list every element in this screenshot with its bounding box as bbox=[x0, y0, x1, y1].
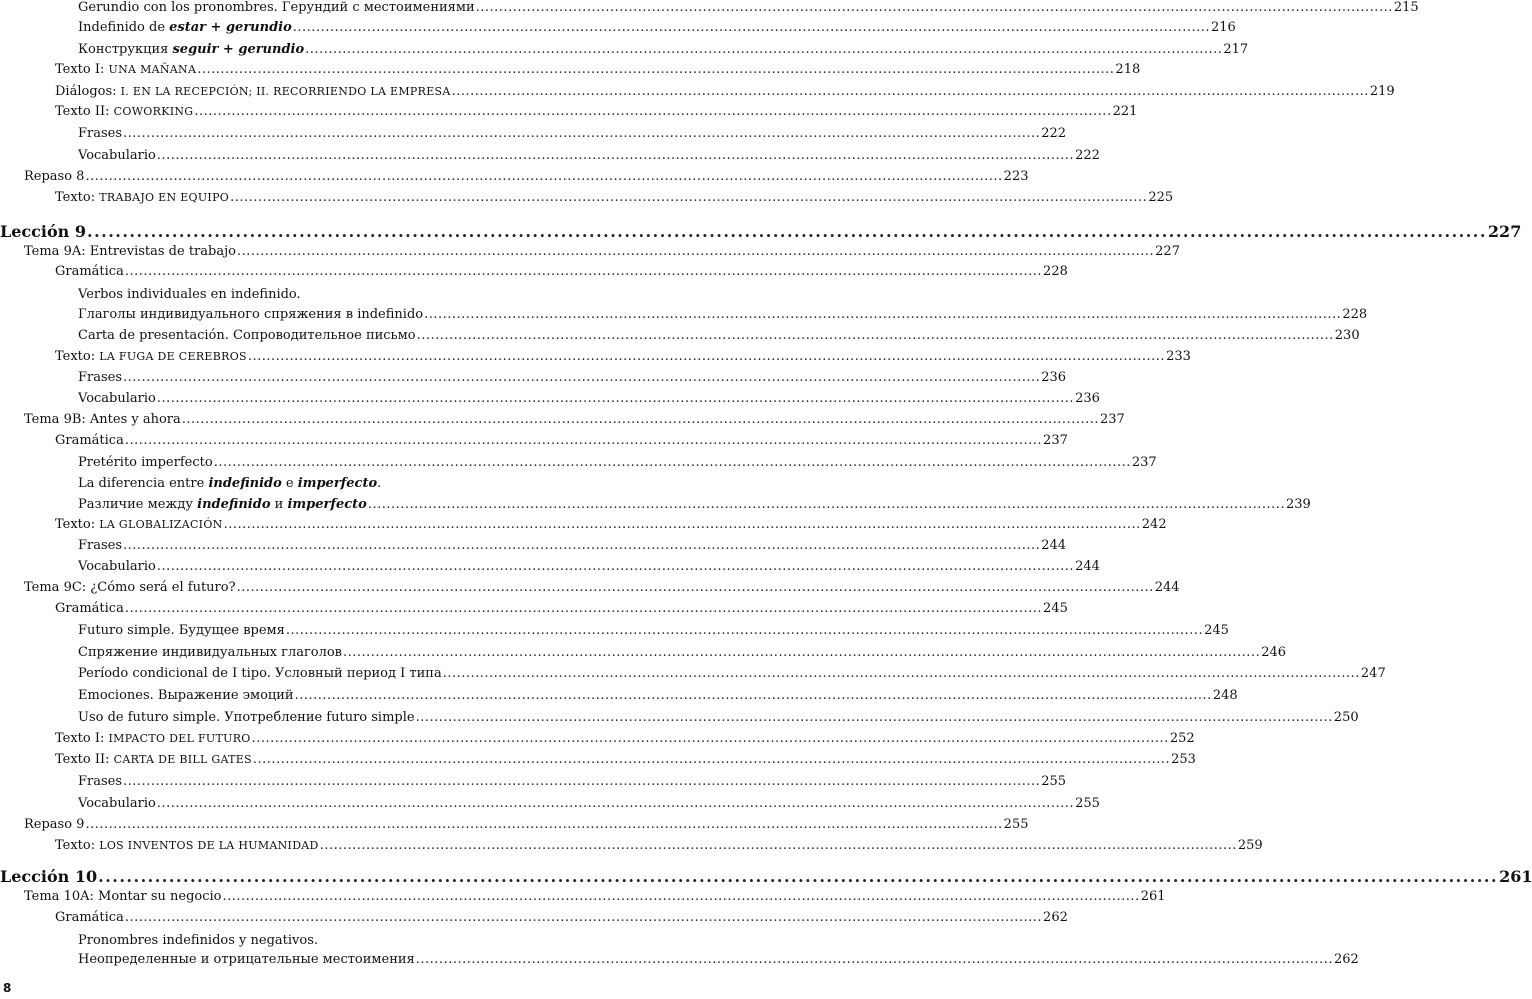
entry-label: Texto I: bbox=[55, 731, 109, 746]
toc-entry[interactable] bbox=[0, 455, 1157, 470]
entry-text: Различие между bbox=[78, 497, 198, 512]
toc-entry[interactable] bbox=[0, 20, 1236, 35]
toc-page-number: 261 bbox=[1140, 889, 1166, 904]
toc-entry-title: Tema 9A: Entrevistas de trabajo bbox=[24, 244, 236, 259]
entry-text: Indefinido de bbox=[78, 20, 170, 35]
toc-entry-title: Неопределенные и отрицательные местоимения bbox=[78, 952, 415, 967]
dot-leader bbox=[230, 190, 1147, 205]
dot-leader bbox=[237, 244, 1154, 259]
page-number: 8 bbox=[3, 981, 12, 995]
toc-entry-title: Frases bbox=[78, 538, 123, 553]
toc-page-number: 261 bbox=[1499, 867, 1532, 886]
toc-entry-title bbox=[55, 104, 193, 119]
toc-entry-title: Verbos individuales en indefinido. bbox=[78, 287, 301, 302]
toc-page-number: 236 bbox=[1041, 370, 1067, 385]
toc-entry[interactable] bbox=[0, 328, 1360, 343]
toc-entry[interactable] bbox=[0, 433, 1068, 448]
toc-entry[interactable] bbox=[0, 889, 1166, 904]
toc-entry[interactable] bbox=[0, 307, 1368, 322]
dot-leader bbox=[125, 910, 1042, 925]
toc-page-number: 237 bbox=[1043, 433, 1068, 448]
toc-entry[interactable] bbox=[0, 264, 1068, 279]
dot-leader bbox=[424, 307, 1341, 322]
toc-entry-title: Vocabulario bbox=[78, 796, 156, 811]
toc-entry-title: Pronombres indefinidos y negativos. bbox=[78, 933, 319, 948]
toc-entry[interactable] bbox=[0, 538, 1067, 553]
toc-page-number: 255 bbox=[1041, 774, 1067, 789]
entry-small-caps-title: I. EN LA RECEPCIÓN; II. RECORRIENDO LA EMPRESA bbox=[120, 85, 451, 98]
toc-entry-title: Gramática bbox=[55, 264, 124, 279]
toc-page-number: 228 bbox=[1043, 264, 1068, 279]
dot-leader bbox=[252, 731, 1169, 746]
toc-entry-title: Глаголы индивидуального спряжения в indefinido bbox=[78, 307, 424, 322]
toc-entry[interactable] bbox=[0, 391, 1100, 406]
toc-entry[interactable] bbox=[0, 601, 1068, 616]
entry-small-caps-title: LA GLOBALIZACIÓN bbox=[99, 518, 223, 531]
entry-small-caps-title: LA FUGA DE CEREBROS bbox=[99, 350, 247, 363]
toc-entry-title bbox=[55, 731, 251, 746]
toc-page-number: 215 bbox=[1393, 0, 1419, 15]
toc-page-number: 245 bbox=[1043, 601, 1068, 616]
toc-page-number: 218 bbox=[1115, 62, 1141, 77]
emphasized-term: indefinido bbox=[208, 476, 282, 491]
toc-page-number: 248 bbox=[1212, 688, 1238, 703]
dot-leader bbox=[286, 623, 1203, 638]
toc-entry-title: Gramática bbox=[55, 601, 124, 616]
toc-entry-title bbox=[55, 838, 319, 853]
dot-leader bbox=[248, 349, 1165, 364]
dot-leader bbox=[125, 601, 1042, 616]
toc-entry[interactable] bbox=[0, 412, 1125, 427]
toc-entry-title: Gramática bbox=[55, 910, 124, 925]
toc-page-number: 239 bbox=[1286, 497, 1311, 512]
toc-entry-title bbox=[55, 62, 196, 77]
entry-small-caps-title: IMPACTO DEL FUTURO bbox=[108, 732, 251, 745]
toc-page-number: 222 bbox=[1041, 126, 1067, 141]
toc-entry[interactable] bbox=[0, 0, 1419, 15]
toc-entry[interactable] bbox=[0, 666, 1386, 681]
toc-entry[interactable] bbox=[0, 952, 1359, 967]
entry-label: Texto I: bbox=[55, 62, 109, 77]
toc-page-number: 216 bbox=[1210, 20, 1236, 35]
dot-leader bbox=[417, 328, 1334, 343]
toc-page-number: 217 bbox=[1223, 42, 1249, 57]
dot-leader bbox=[157, 391, 1074, 406]
toc-entry-title: Tema 9C: ¿Cómo será el futuro? bbox=[24, 580, 236, 595]
dot-leader bbox=[123, 538, 1040, 553]
toc-page-number: 259 bbox=[1237, 838, 1263, 853]
dot-leader bbox=[368, 497, 1285, 512]
toc-entry[interactable] bbox=[0, 752, 1196, 767]
toc-entry[interactable] bbox=[0, 688, 1238, 703]
toc-page-number: 244 bbox=[1154, 580, 1180, 595]
dot-leader bbox=[123, 370, 1040, 385]
toc-entry-title bbox=[55, 349, 247, 364]
toc-entry[interactable] bbox=[0, 349, 1191, 364]
toc-lesson-heading[interactable] bbox=[0, 867, 1532, 886]
toc-page-number: 244 bbox=[1075, 559, 1100, 574]
toc-entry[interactable] bbox=[0, 580, 1180, 595]
toc-entry-title: Спряжение индивидуальных глаголов bbox=[78, 645, 342, 660]
toc-entry-title bbox=[55, 190, 229, 205]
entry-text: . bbox=[377, 476, 382, 491]
toc-page-number: 262 bbox=[1333, 952, 1359, 967]
entry-label: Diálogos: bbox=[55, 84, 121, 99]
dot-leader bbox=[182, 412, 1099, 427]
emphasized-term: imperfecto bbox=[287, 497, 367, 512]
dot-leader bbox=[224, 517, 1141, 532]
toc-entry[interactable] bbox=[0, 838, 1263, 853]
toc-entry[interactable] bbox=[0, 910, 1068, 925]
toc-page-number: 262 bbox=[1043, 910, 1068, 925]
toc-entry-title: Repaso 8 bbox=[24, 169, 85, 184]
toc-entry[interactable] bbox=[0, 817, 1029, 832]
toc-entry[interactable] bbox=[0, 517, 1167, 532]
emphasized-term: seguir + gerundio bbox=[172, 42, 305, 57]
toc-entry[interactable] bbox=[0, 126, 1067, 141]
dot-leader bbox=[476, 0, 1393, 15]
dot-leader bbox=[295, 688, 1212, 703]
entry-text: и bbox=[270, 497, 288, 512]
toc-entry-title bbox=[78, 476, 381, 491]
toc-page-number: 223 bbox=[1003, 169, 1029, 184]
entry-label: Texto: bbox=[55, 190, 100, 205]
toc-page-number: 221 bbox=[1112, 104, 1138, 119]
dot-leader bbox=[237, 580, 1154, 595]
dot-leader bbox=[443, 666, 1360, 681]
toc-entry[interactable] bbox=[0, 104, 1138, 119]
toc-page-number: 237 bbox=[1099, 412, 1125, 427]
toc-entry[interactable] bbox=[0, 287, 587, 302]
toc-entry-title: Frases bbox=[78, 126, 123, 141]
toc-entry-title bbox=[55, 517, 223, 532]
toc-entry[interactable] bbox=[0, 476, 587, 491]
entry-small-caps-title: UNA MAÑANA bbox=[108, 63, 197, 76]
toc-entry-title bbox=[55, 752, 252, 767]
toc-entry-title: Lección 10 bbox=[0, 867, 98, 886]
dot-leader bbox=[293, 20, 1210, 35]
toc-entry-title: Vocabulario bbox=[78, 559, 156, 574]
toc-page-number: 227 bbox=[1155, 244, 1180, 259]
toc-entry[interactable] bbox=[0, 796, 1100, 811]
toc-entry[interactable] bbox=[0, 42, 1249, 57]
dot-leader bbox=[194, 104, 1111, 119]
toc-entry[interactable] bbox=[0, 169, 1029, 184]
dot-leader bbox=[320, 838, 1237, 853]
toc-entry-title: Gerundio con los pronombres. Герундий с местоимениями bbox=[78, 0, 475, 15]
toc-entry-title bbox=[78, 20, 292, 35]
dot-leader bbox=[98, 867, 1498, 886]
dot-leader bbox=[125, 264, 1042, 279]
toc-page-number: 225 bbox=[1148, 190, 1174, 205]
dot-leader bbox=[197, 62, 1114, 77]
dot-leader bbox=[157, 148, 1074, 163]
toc-page-number: 247 bbox=[1360, 666, 1386, 681]
dot-leader bbox=[85, 169, 1002, 184]
toc-page-number: 233 bbox=[1166, 349, 1191, 364]
toc-page-number: 219 bbox=[1369, 84, 1395, 99]
entry-text: La diferencia entre bbox=[78, 476, 209, 491]
toc-entry-title: Frases bbox=[78, 370, 123, 385]
dot-leader bbox=[123, 126, 1040, 141]
dot-leader bbox=[87, 222, 1487, 241]
toc-entry[interactable] bbox=[0, 623, 1229, 638]
toc-entry-title: Frases bbox=[78, 774, 123, 789]
dot-leader bbox=[253, 752, 1170, 767]
dot-leader bbox=[125, 433, 1042, 448]
entry-small-caps-title: LOS INVENTOS DE LA HUMANIDAD bbox=[99, 839, 319, 852]
entry-label: Texto II: bbox=[55, 104, 114, 119]
toc-entry-title: Tema 10A: Montar su negocio bbox=[24, 889, 222, 904]
toc-entry-title: Gramática bbox=[55, 433, 124, 448]
toc-entry[interactable] bbox=[0, 731, 1195, 746]
toc-entry[interactable] bbox=[0, 190, 1174, 205]
toc-entry[interactable] bbox=[0, 148, 1100, 163]
dot-leader bbox=[157, 559, 1074, 574]
entry-small-caps-title: COWORKING bbox=[113, 105, 194, 118]
toc-page-number: 236 bbox=[1075, 391, 1100, 406]
toc-entry-title: Futuro simple. Будущее время bbox=[78, 623, 285, 638]
dot-leader bbox=[452, 84, 1369, 99]
emphasized-term: indefinido bbox=[197, 497, 271, 512]
toc-entry-title bbox=[55, 84, 451, 99]
toc-entry-title: Vocabulario bbox=[78, 148, 156, 163]
toc-entry-title: Tema 9B: Antes y ahora bbox=[24, 412, 181, 427]
toc-entry[interactable] bbox=[0, 559, 1100, 574]
toc-entry-title: Emociones. Выражение эмоций bbox=[78, 688, 294, 703]
toc-entry[interactable] bbox=[0, 497, 1311, 512]
entry-label: Texto: bbox=[55, 349, 100, 364]
entry-label: Texto: bbox=[55, 517, 100, 532]
toc-lesson-heading[interactable] bbox=[0, 222, 1522, 241]
toc-entry[interactable] bbox=[0, 370, 1067, 385]
dot-leader bbox=[223, 889, 1140, 904]
toc-page-number: 246 bbox=[1261, 645, 1287, 660]
toc-entry-title bbox=[78, 497, 367, 512]
toc-page-number: 228 bbox=[1342, 307, 1368, 322]
toc-page-number: 252 bbox=[1169, 731, 1195, 746]
toc-entry[interactable] bbox=[0, 244, 1180, 259]
dot-leader bbox=[214, 455, 1131, 470]
toc-entry[interactable] bbox=[0, 645, 1287, 660]
toc-entry-title bbox=[78, 42, 304, 57]
dot-leader bbox=[416, 952, 1333, 967]
toc-page-number: 244 bbox=[1041, 538, 1067, 553]
dot-leader bbox=[157, 796, 1074, 811]
emphasized-term: imperfecto bbox=[297, 476, 378, 491]
entry-text: Конструкция bbox=[78, 42, 173, 57]
toc-page-number: 227 bbox=[1487, 222, 1522, 241]
toc-page-number: 253 bbox=[1171, 752, 1196, 767]
toc-page-number: 222 bbox=[1075, 148, 1100, 163]
toc-entry-title: Carta de presentación. Сопроводительное письмо bbox=[78, 328, 416, 343]
toc-page-number: 255 bbox=[1075, 796, 1100, 811]
toc-page-number: 237 bbox=[1131, 455, 1157, 470]
toc-entry-title: Período condicional de I tipo. Условный период I типа bbox=[78, 666, 442, 681]
toc-entry-title: Repaso 9 bbox=[24, 817, 85, 832]
toc-page-number: 250 bbox=[1333, 710, 1359, 725]
toc-entry[interactable] bbox=[0, 933, 587, 948]
toc-entry[interactable] bbox=[0, 710, 1359, 725]
toc-entry[interactable] bbox=[0, 84, 1395, 99]
toc-entry-title: Uso de futuro simple. Употребление futuro simple bbox=[78, 710, 415, 725]
toc-page-number: 245 bbox=[1204, 623, 1229, 638]
dot-leader bbox=[85, 817, 1002, 832]
toc-entry-title: Vocabulario bbox=[78, 391, 156, 406]
toc-entry[interactable] bbox=[0, 774, 1067, 789]
dot-leader bbox=[305, 42, 1222, 57]
toc-page-number: 255 bbox=[1003, 817, 1029, 832]
toc-entry-title: Pretérito imperfecto bbox=[78, 455, 213, 470]
entry-label: Texto: bbox=[55, 838, 100, 853]
toc-entry-title: Lección 9 bbox=[0, 222, 86, 241]
dot-leader bbox=[416, 710, 1333, 725]
entry-small-caps-title: TRABAJO EN EQUIPO bbox=[99, 191, 230, 204]
toc-entry[interactable] bbox=[0, 62, 1141, 77]
entry-label: Texto II: bbox=[55, 752, 114, 767]
toc-page-number: 242 bbox=[1141, 517, 1167, 532]
dot-leader bbox=[343, 645, 1260, 660]
toc-page-number: 230 bbox=[1334, 328, 1360, 343]
entry-small-caps-title: CARTA DE BILL GATES bbox=[113, 753, 252, 766]
entry-text: e bbox=[281, 476, 298, 491]
emphasized-term: estar + gerundio bbox=[169, 20, 292, 35]
dot-leader bbox=[123, 774, 1040, 789]
